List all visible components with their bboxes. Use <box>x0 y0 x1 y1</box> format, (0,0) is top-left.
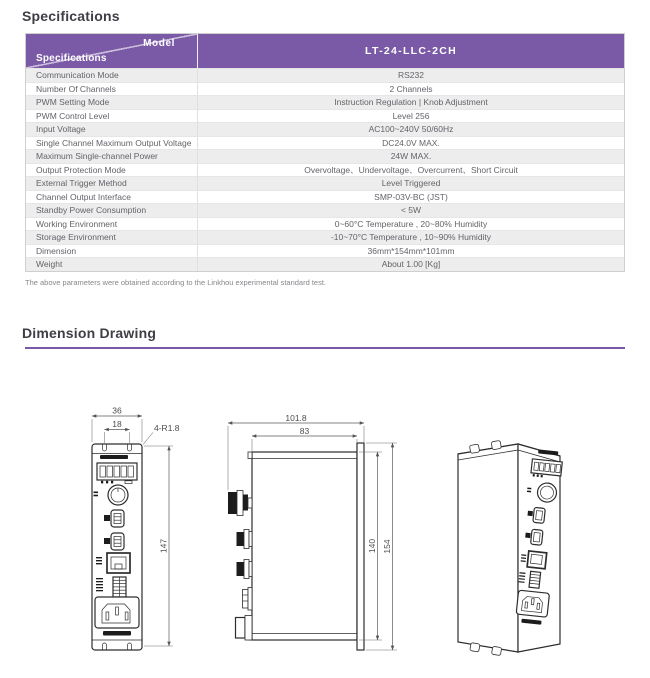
spec-value: 24W MAX. <box>390 151 432 162</box>
side-height-outer-label: 154 <box>382 539 392 554</box>
spec-label: PWM Control Level <box>26 110 198 123</box>
spec-value: About 1.00 [Kg] <box>381 259 441 270</box>
table-row <box>26 163 624 177</box>
corner-model-label: Model <box>143 38 175 49</box>
spec-label: Number Of Channels <box>26 83 198 96</box>
spec-label: Standby Power Consumption <box>26 204 198 217</box>
dimension-drawings <box>0 390 650 678</box>
table-row <box>26 244 624 258</box>
table-row <box>26 82 624 96</box>
ac-power-inlet <box>95 597 139 628</box>
ac-inlet-side <box>236 616 253 641</box>
table-footnote: The above parameters were obtained according to the Linkhou experimental standard test. <box>25 278 327 287</box>
corner-specifications-label: Specifications <box>36 53 107 64</box>
brand-logo-bar <box>100 455 128 459</box>
spec-value: < 5W <box>400 205 422 216</box>
front-width-inner-label: 18 <box>112 419 122 429</box>
side-view-drawing <box>222 415 404 665</box>
specifications-heading: Specifications <box>22 8 120 24</box>
spec-value: Overvoltage、Undervoltage、Overcurrent、Short Circuit <box>304 164 518 175</box>
spec-label: PWM Setting Mode <box>26 96 198 109</box>
table-row <box>26 217 624 231</box>
spec-label: External Trigger Method <box>26 177 198 190</box>
spec-label: Maximum Single-channel Power <box>26 150 198 163</box>
knob-side <box>228 491 252 516</box>
corner-radius-label: 4-R1.8 <box>154 423 180 433</box>
table-row <box>26 149 624 163</box>
spec-value: Level Triggered <box>381 178 441 189</box>
front-width-outer-label: 36 <box>112 406 122 416</box>
spec-label: Working Environment <box>26 218 198 231</box>
comm-port-side <box>243 588 253 611</box>
dimension-drawing-heading: Dimension Drawing <box>22 325 157 341</box>
spec-table-header <box>26 34 624 68</box>
dim-side-depth-body <box>252 426 357 451</box>
table-row <box>26 122 624 136</box>
spec-table <box>25 33 625 272</box>
side-depth-body-label: 83 <box>299 425 310 436</box>
spec-label: Communication Mode <box>26 69 198 82</box>
dim-front-inner-width <box>105 419 130 443</box>
panel-label-bar <box>103 631 131 636</box>
segment-display <box>97 463 137 484</box>
spec-label: Weight <box>26 258 198 271</box>
dim-corner-radius <box>143 423 180 445</box>
spec-label: Dimension <box>26 245 198 258</box>
spec-label: Single Channel Maximum Output Voltage <box>26 137 198 150</box>
spec-value: 2 Channels <box>389 83 433 94</box>
model-number-header: LT-24-LLC-2CH <box>365 45 457 57</box>
isometric-view-drawing <box>436 420 596 660</box>
spec-value: AC100~240V 50/60Hz <box>368 124 454 135</box>
spec-label: Output Protection Mode <box>26 164 198 177</box>
spec-value: DC24.0V MAX. <box>382 137 440 148</box>
spec-value: -10~70°C Temperature , 10~90% Humidity <box>330 232 492 243</box>
section-divider <box>25 347 625 349</box>
side-device-body <box>248 443 364 650</box>
connector-1-side <box>237 530 253 549</box>
table-row <box>26 203 624 217</box>
spec-value: Instruction Regulation | Knob Adjustment <box>334 97 488 108</box>
spec-label: Channel Output Interface <box>26 191 198 204</box>
table-row <box>26 95 624 109</box>
front-view-drawing <box>80 406 198 668</box>
table-row <box>26 230 624 244</box>
spec-value: SMP-03V-BC (JST) <box>374 191 448 202</box>
table-row <box>26 68 624 82</box>
spec-value: 36mm*154mm*101mm <box>367 245 455 256</box>
table-row <box>26 257 624 271</box>
front-height-label: 147 <box>158 538 169 554</box>
connector-2-side <box>237 560 253 579</box>
spec-value: 0~60°C Temperature , 20~80% Humidity <box>334 218 488 229</box>
side-height-inner-label: 140 <box>367 538 377 554</box>
table-row <box>26 176 624 190</box>
ac-power-inlet <box>516 590 549 617</box>
table-row <box>26 136 624 150</box>
spec-table-corner-cell <box>26 34 198 68</box>
spec-value: RS232 <box>398 70 424 81</box>
spec-label: Storage Environment <box>26 231 198 244</box>
table-row <box>26 109 624 123</box>
table-row <box>26 190 624 204</box>
dim-front-height <box>144 446 173 646</box>
spec-value: Level 256 <box>392 110 430 121</box>
side-protrusions <box>228 491 252 641</box>
side-depth-outer-label: 101.8 <box>285 415 307 423</box>
spec-label: Input Voltage <box>26 123 198 136</box>
mounting-flange <box>357 443 364 650</box>
